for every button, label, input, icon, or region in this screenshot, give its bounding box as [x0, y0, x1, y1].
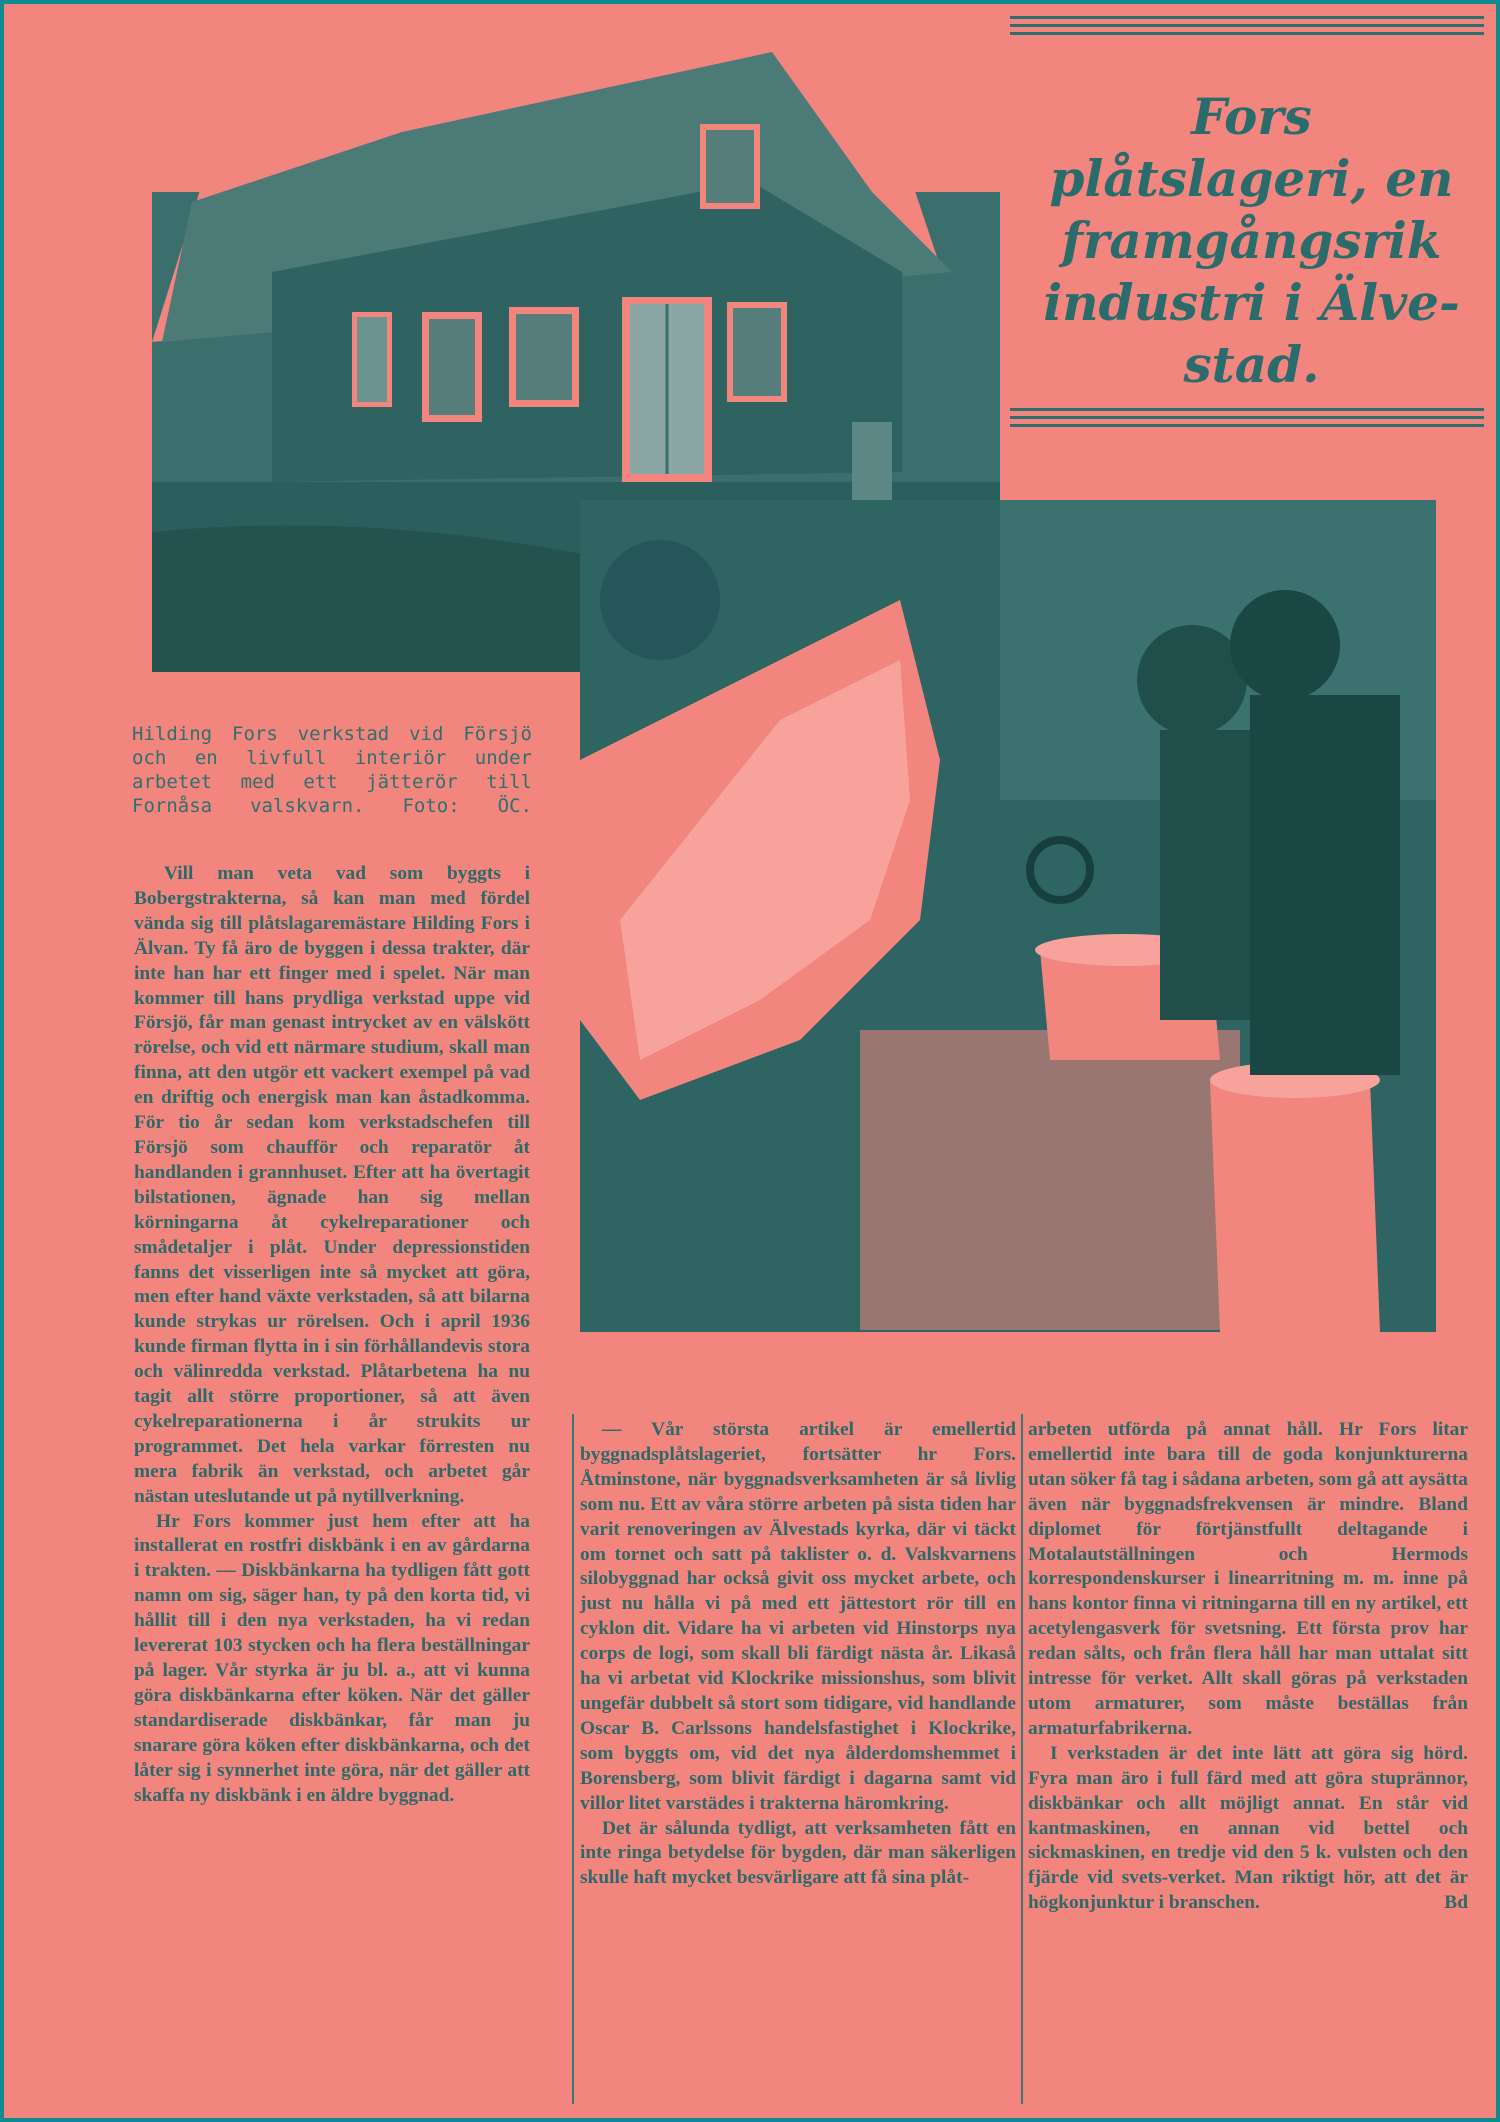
- author-signature: Bd: [1444, 1892, 1468, 1914]
- paragraph: Hr Fors kommer just hem efter att ha installerat en rostfri diskbänk i en av gårdarna i trakten. — Diskbänkarna ha tydligen fått gott namn om sig, säger han, ty på den korta tid, vi hållit till i den nya verkstaden, ha vi redan levererat 103 stycken och ha flera beställningar på lager. Vår styrka är ju bl. a., att vi kunna göra diskbänkarna efter köken. När det gäller standardiserade diskbänkar, får man ju snarare göra köken efter diskbänkarna, och det låter sig i synnerhet inte göra, när det gäller att skaffa ny diskbänk i en äldre byggnad.: [134, 1510, 530, 1806]
- paragraph: [1028, 1742, 1468, 1916]
- article-column-1: [134, 862, 530, 1808]
- headline: Fors plåtslageri, en framgångsrik industri i Älve-stad.: [1043, 87, 1460, 394]
- paragraph: arbeten utförda på annat håll. Hr Fors litar emellertid inte bara till de goda konjunkturerna utan söker få tag i sådana arbeten, som gå att aysätta även när byggnadsfrekvensen är mindre. Bland diplomet för förtjänstfullt deltagande i Motalautställningen och Hermods korrespondenskurser i linearritning m. m. inne på hans kontor finna vi ritningarna till en ny artikel, ett acetylengasverk för svetsning. Ett första prov har redan sålts, och från flera håll har man uttalat sitt intresse för verket. Allt skall göras på verkstaden utom armaturer, som måste beställas från armaturfabrikerna.: [1028, 1419, 1468, 1739]
- article-column-2: [580, 1418, 1016, 1891]
- headline-rule: [1010, 408, 1484, 411]
- workshop-interior-image: [580, 500, 1436, 1332]
- photo-caption: Hilding Fors verkstad vid Försjö och en livfull interiör under arbetet med ett jätterör till Fornåsa valskvarn. Foto: ÖC.: [132, 723, 532, 817]
- workshop-interior-photo: [580, 500, 1436, 1332]
- headline-box: [1010, 16, 1484, 436]
- newspaper-clipping: [4, 4, 1496, 2118]
- paragraph-text: I verkstaden är det inte lätt att göra sig hörd. Fyra man äro i full färd med att göra stuprännor, diskbänkar och allt möjligt annat. En står vid kantmaskinen, en annan vid bettel och sickmaskinen, en tredje vid den 5 k. vulsten och den fjärde vid svets-verket. Man riktigt hör, att det är högkonjunktur i branschen.: [1028, 1742, 1468, 1914]
- headline-rule: [1010, 32, 1484, 35]
- paragraph: Vill man veta vad som byggts i Bobergstrakterna, så kan man med fördel vända sig till plåtslagaremästare Hilding Fors i Älvan. Ty få äro de byggen i dessa trakter, där inte han har ett finger med i spelet. När man kommer till hans prydliga verkstad uppe vid Försjö, får man genast intrycket av en välskött rörelse, och vid ett närmare studium, skall man finna, att den utgör ett vackert exempel på vad en driftig och energisk man kan åstadkomma. För tio år sedan kom verkstadschefen till Försjö som chaufför och reparatör åt handlanden i grannhuset. Efter att ha övertagit bilstationen, ägnade han sig mellan körningarna åt cykelreparationer och smådetaljer i plåt. Under depressionstiden fanns det visserligen inte så mycket att göra, men efter hand växte verkstaden, så att bilarna kunde strykas ur rörelsen. Och i april 1936 kunde firman flytta in i sin förhållandevis stora och välinredda verkstad. Plåtarbetena ha nu tagit allt större proportioner, så att även cykelreparationerna i år strukits ur programmet. Det hela varkar förresten nu mera fabrik än verkstad, och arbetet går nästan uteslutande ut på nytillverkning.: [134, 863, 530, 1507]
- headline-rule: [1010, 24, 1484, 27]
- paragraph: Det är sålunda tydligt, att verksamheten fått en inte ringa betydelse för bygden, där man säkerligen skulle haft mycket besvärligare att få sina plåt-: [580, 1817, 1016, 1889]
- column-divider: [572, 1414, 574, 2104]
- headline-rule: [1010, 416, 1484, 419]
- paragraph: — Vår största artikel är emellertid byggnadsplåtslageriet, fortsätter hr Fors. Åtminstone, när byggnadsverksamheten är så livlig som nu. Ett av våra större arbeten på sista tiden har varit renoveringen av Älvestads kyrka, där vi täckt om tornet och satt på taklister o. d. Valskvarnens silobyggnad har också givit oss mycket arbete, och just nu hålla vi på med ett jättestort rör till en cyklon dit. Vidare ha vi arbeten vid Hinstorps nya corps de logi, som skall bli färdigt nästa år. Likaså ha vi arbetat vid Klockrike missionshus, som blivit ungefär dubbelt så stort som tidigare, vid handlande Oscar B. Carlssons handelsfastighet i Klockrike, som byggts om, vid det nya ålderdomshemmet i Borensberg, som blivit färdigt i dagarna samt vid villor litet varstädes i trakterna häromkring.: [580, 1419, 1016, 1814]
- article-column-3: [1028, 1418, 1468, 1916]
- headline-rule: [1010, 16, 1484, 19]
- headline-rule: [1010, 424, 1484, 427]
- column-divider: [1021, 1414, 1023, 2104]
